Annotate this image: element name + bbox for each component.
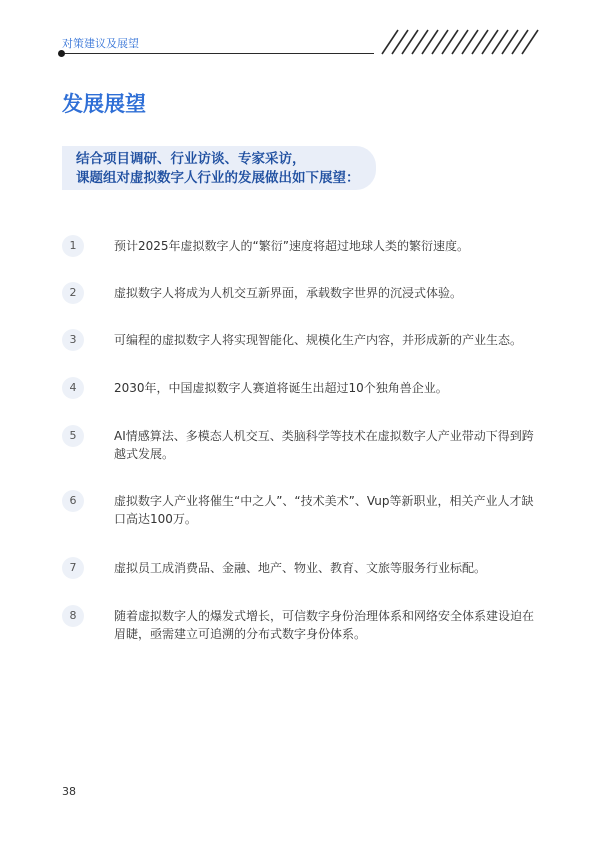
item-number-badge: 1 xyxy=(62,235,84,257)
item-number-badge: 4 xyxy=(62,377,84,399)
intro-line-1: 结合项目调研、行业访谈、专家采访， xyxy=(76,151,306,167)
item-number-badge: 7 xyxy=(62,557,84,579)
item-text: 虚拟员工成消费品、金融、地产、物业、教育、文旅等服务行业标配。 xyxy=(114,561,487,575)
header-divider xyxy=(62,53,374,54)
item-text: 预计2025年虚拟数字人的“繁衍”速度将超过地球人类的繁衍速度。 xyxy=(114,239,469,253)
intro-line-2: 课题组对虚拟数字人行业的发展做出如下展望： xyxy=(76,170,360,186)
item-text: 虚拟数字人将成为人机交互新界面，承载数字世界的沉浸式体验。 xyxy=(114,286,463,300)
item-text: 可编程的虚拟数字人将实现智能化、规模化生产内容，并形成新的产业生态。 xyxy=(114,333,523,347)
item-number-badge: 6 xyxy=(62,490,84,512)
item-number-badge: 8 xyxy=(62,605,84,627)
item-number-badge: 2 xyxy=(62,282,84,304)
item-text: 虚拟数字人产业将催生“中之人”、“技术美术”、Vup等新职业，相关产业人才缺口高达100万。 xyxy=(114,494,534,526)
section-title: 对策建议及展望 xyxy=(62,37,139,50)
item-number-badge: 3 xyxy=(62,329,84,351)
page-number: 38 xyxy=(62,785,76,798)
item-number-badge: 5 xyxy=(62,425,84,447)
page-title: 发展展望 xyxy=(62,92,146,116)
item-text: 2030年，中国虚拟数字人赛道将诞生出超过10个独角兽企业。 xyxy=(114,381,448,395)
item-text: AI情感算法、多模态人机交互、类脑科学等技术在虚拟数字人产业带动下得到跨越式发展。 xyxy=(114,429,534,461)
header-dot-marker xyxy=(58,50,65,57)
diagonal-stripes-decoration xyxy=(372,28,542,58)
item-text: 随着虚拟数字人的爆发式增长，可信数字身份治理体系和网络安全体系建设迫在眉睫，亟需建立可追溯的分布式数字身份体系。 xyxy=(114,609,535,641)
intro-callout xyxy=(62,146,376,190)
